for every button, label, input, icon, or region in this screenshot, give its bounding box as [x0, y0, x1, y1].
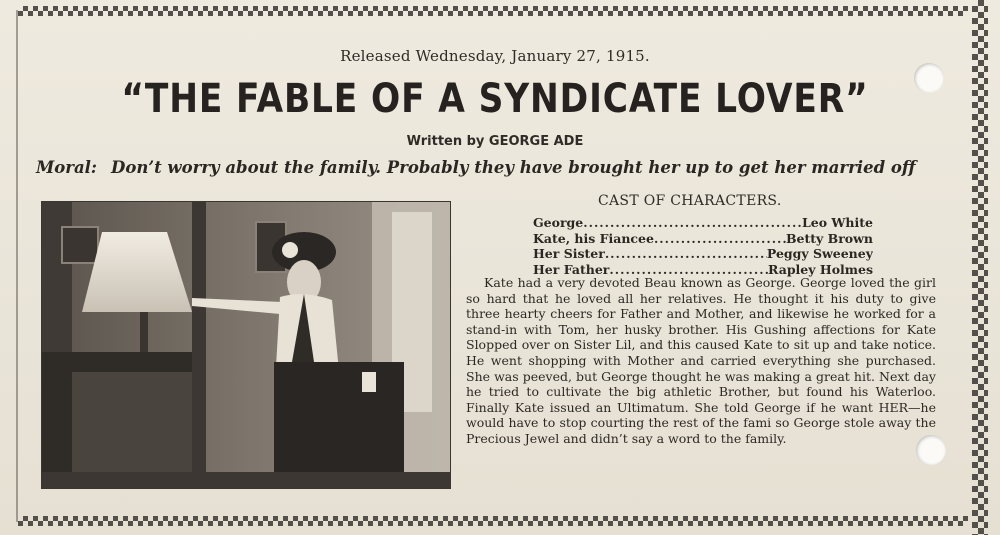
cast-row — [533, 246, 873, 262]
moral-line — [36, 158, 976, 177]
leader-dots — [583, 215, 802, 231]
cast-actor: Rapley Holmes — [768, 261, 873, 277]
moral-label: Moral: — [36, 158, 98, 177]
cast-actor: Betty Brown — [785, 230, 873, 246]
woman-with-lamp-photo-icon — [42, 202, 450, 488]
leader-dots — [605, 246, 767, 262]
leader-dots — [654, 231, 786, 247]
cast-actor: Leo White — [801, 215, 873, 230]
checker-border-top — [18, 6, 968, 16]
film-still-photo — [41, 201, 451, 489]
cast-row — [533, 231, 873, 247]
checker-border-bottom — [18, 516, 968, 526]
synopsis-paragraph: Kate had a very devoted Beau known as George. George loved the girl so hard that he loved all her relatives. He thought it his duty to give three hearty cheers for Father and Mother, and likewise he worked for a stand-in with Tom, her husky brother. His Gushing affections for Kate Slopped over on Sister Lil, and this caused Kate to sit up and take notice. He went shopping with Mother and carried everything she purchased. She was peeved, but George thought he was making a great hit. Next day he tried to cultivate the big athletic Brother, but found his Waterloo. Finally Kate issued an Ultimatum. She told George if he want HER—he would have to stop courting the rest of the fami so George stole away the Precious Jewel and didn’t say a word to the family. — [466, 275, 936, 446]
cast-role: Her Father — [533, 261, 610, 277]
cast-role: George — [533, 215, 584, 230]
cast-row — [533, 215, 873, 231]
cast-role: Her Sister — [533, 246, 605, 262]
cast-actor: Peggy Sweeney — [766, 246, 873, 262]
cast-role: Kate, his Fiancee — [533, 230, 654, 246]
left-border-rule — [16, 10, 18, 522]
cast-heading: CAST OF CHARACTERS. — [598, 193, 782, 209]
moral-text: Don’t worry about the family. Probably they have brought her up to get her married off — [111, 158, 916, 177]
release-date-line: Released Wednesday, January 27, 1915. — [340, 47, 650, 65]
film-title: “THE FABLE OF A SYNDICATE LOVER” — [121, 76, 869, 122]
cast-list — [533, 215, 873, 277]
checker-border-right — [972, 0, 988, 535]
author-credit: Written by GEORGE ADE — [406, 134, 584, 149]
